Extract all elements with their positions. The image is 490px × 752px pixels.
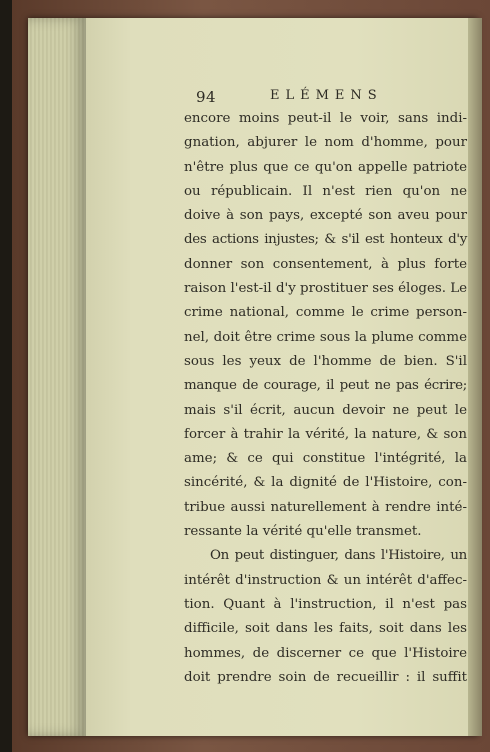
- text-line: encore moins peut-il le voir, sans indi-: [184, 111, 467, 126]
- text-line: tribue aussi naturellement à rendre inté-: [184, 499, 467, 515]
- text-line: gnation, abjurer le nom d'homme, pour: [184, 135, 467, 151]
- running-title: ELÉMENS: [270, 88, 383, 103]
- text-line: des actions injustes; & s'il est honteux d'y: [184, 232, 467, 248]
- text-line: hommes, de discerner ce que l'Histoire: [184, 645, 467, 661]
- text-line: ame; & ce qui constitue l'intégrité, la: [184, 451, 467, 467]
- text-line: mais s'il écrit, aucun devoir ne peut le: [184, 402, 467, 418]
- text-line: donner son consentement, à plus forte: [184, 256, 467, 272]
- text-line: nel, doit être crime sous la plume comme: [184, 329, 467, 345]
- text-line: sous les yeux de l'homme de bien. S'il: [184, 353, 467, 369]
- text-line: ou républicain. Il n'est rien qu'on ne: [184, 183, 467, 199]
- text-line: ressante la vérité qu'elle transmet.: [184, 524, 422, 540]
- text-line: intérêt d'instruction & un intérêt d'affec-: [184, 572, 467, 588]
- page-edges: [28, 18, 86, 736]
- text-line: forcer à trahir la vérité, la nature, & son: [184, 426, 467, 442]
- page-number: 94: [196, 88, 217, 106]
- text-line: crime national, comme le crime person-: [184, 305, 467, 321]
- text-line: n'être plus que ce qu'on appelle patriote: [184, 159, 467, 175]
- text-line: manque de courage, il peut ne pas écrire;: [184, 378, 467, 394]
- page-header: [196, 88, 446, 108]
- text-line: doit prendre soin de recueillir : il suffit: [184, 669, 467, 685]
- page-right-edge: [468, 18, 482, 736]
- body-text: [184, 107, 467, 690]
- text-line: On peut distinguer, dans l'Histoire, un: [210, 548, 467, 564]
- text-line: raison l'est-il d'y prostituer ses éloges. Le: [184, 281, 468, 297]
- text-line: difficile, soit dans les faits, soit dans les: [184, 621, 467, 637]
- text-line: sincérité, & la dignité de l'Histoire, con-: [184, 475, 467, 491]
- text-line: doive à son pays, excepté son aveu pour: [184, 208, 467, 224]
- text-line: tion. Quant à l'instruction, il n'est pas: [184, 596, 467, 612]
